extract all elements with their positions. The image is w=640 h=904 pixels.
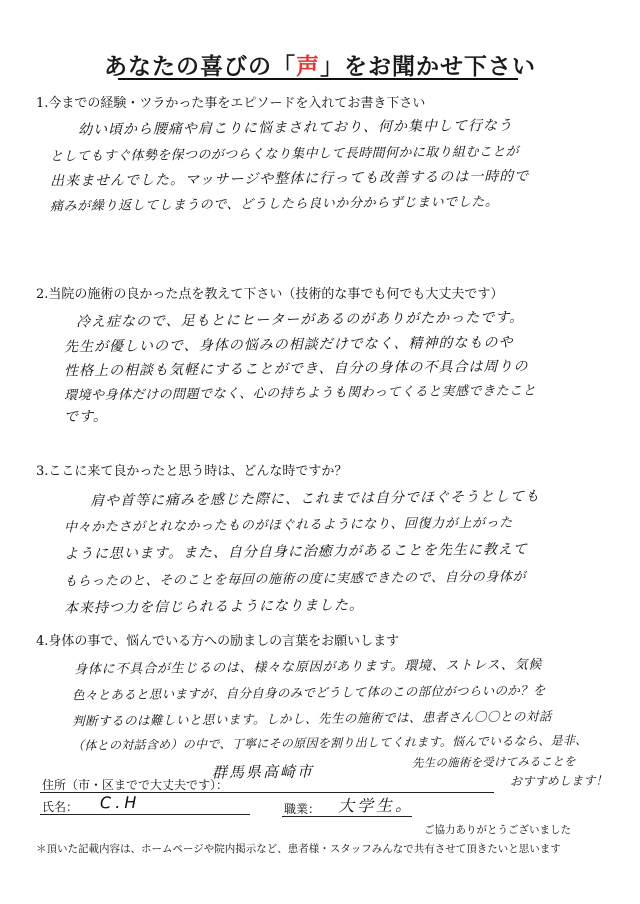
address-label: 住所（市・区までで大丈夫です）：	[42, 778, 229, 792]
address-value: 群馬県高崎市	[211, 762, 315, 782]
name-underline	[40, 814, 250, 815]
answer-4-line-1: 身体に不具合が生じるのは、様々な原因があります。環境、ストレス、気候	[73, 657, 543, 678]
answer-1-line-3: 出来ませんでした。マッサージや整体に行っても改善するのは一時的で	[49, 168, 530, 190]
question-2-label: 2.当院の施術の良かった点を教えて下さい（技術的な事でも何でも大丈夫です）	[36, 287, 504, 302]
title-underline	[118, 78, 518, 80]
answer-2-line-1: 冷え症なので、足もとにヒーターがあるのがありがたかったです。	[75, 309, 525, 331]
name-label: 氏名：	[42, 800, 79, 814]
question-4-label: 4.身体の事で、悩んでいる方への励ましの言葉をお願いします	[36, 634, 400, 649]
answer-1-line-2: としてもすぐ体勢を保つのがつらくなり集中して長時間何かに取り組むことが	[49, 144, 520, 165]
answer-3-line-5: 本来持つ力を信じられるようになりました。	[63, 597, 365, 617]
answer-3-line-2: 中々かたさがとれなかったものがほぐれるようになり、回復力が上がった	[63, 515, 513, 536]
answer-3-line-4: もらったのと、そのことを毎回の施術の度に実感できたので、自分の身体が	[63, 569, 527, 590]
title-highlight: 声	[296, 53, 320, 80]
job-value: 大学生。	[337, 795, 415, 816]
answer-4-line-4: （体との対話含め）の中で、丁寧にその原因を割り出してくれます。悩んでいるなら、是非、	[71, 733, 588, 753]
name-value: C.H	[99, 792, 141, 813]
answer-3-line-1: 肩や首等に痛みを感じた際に、これまでは自分でほぐそうとしても	[89, 488, 541, 510]
answer-2-line-5: です。	[63, 408, 108, 426]
answer-2-line-3: 性格上の相談も気軽にすることができ、自分の身体の不具合は周りの	[63, 358, 529, 380]
question-3-label: 3.ここに来て良かったと思う時は、どんな時ですか？	[36, 464, 348, 479]
footer-note: ＊頂いた記載内容は、ホームページや院内掲示など、患者様・スタッフみんなで共有させて頂きたいと思います	[36, 843, 561, 855]
answer-4-line-3: 判断するのは難しいと思います。しかし、先生の施術では、患者さん〇〇との対話	[71, 708, 553, 729]
answer-3-line-3: ように思います。また、自分自身に治癒力があることを先生に教えて	[63, 541, 528, 563]
answer-2-line-2: 先生が優しいので、身体の悩みの相談だけでなく、精神的なものや	[63, 334, 514, 356]
answer-4-line-6: おすすめします！	[509, 773, 608, 789]
job-label: 職業：	[284, 802, 321, 816]
thanks-text: ご協力ありがとうございました	[424, 824, 571, 836]
answer-1-line-4: 痛みが繰り返してしまうので、どうしたら良いか分からずじまいでした。	[49, 194, 499, 215]
answer-2-line-4: 環境や身体だけの問題でなく、心の持ちようも関わってくると実感できたこと	[63, 383, 537, 404]
title-before: あなたの喜びの「	[104, 53, 296, 80]
answer-4-line-5: 先生の施術を受けてみることを	[411, 754, 576, 770]
answer-1-line-1: 幼い頃から腰痛や肩こりに悩まされており、何か集中して行なう	[77, 117, 514, 139]
question-1-label: 1.今までの経験・ツラかった事をエピソードを入れてお書き下さい	[36, 96, 426, 111]
job-underline	[282, 816, 412, 817]
answer-4-line-2: 色々とあると思いますが、自分自身のみでどうして体のこの部位がつらいのか？を	[71, 682, 546, 703]
title-after: 」をお聞かせ下さい	[320, 53, 536, 80]
page-title	[0, 48, 640, 81]
